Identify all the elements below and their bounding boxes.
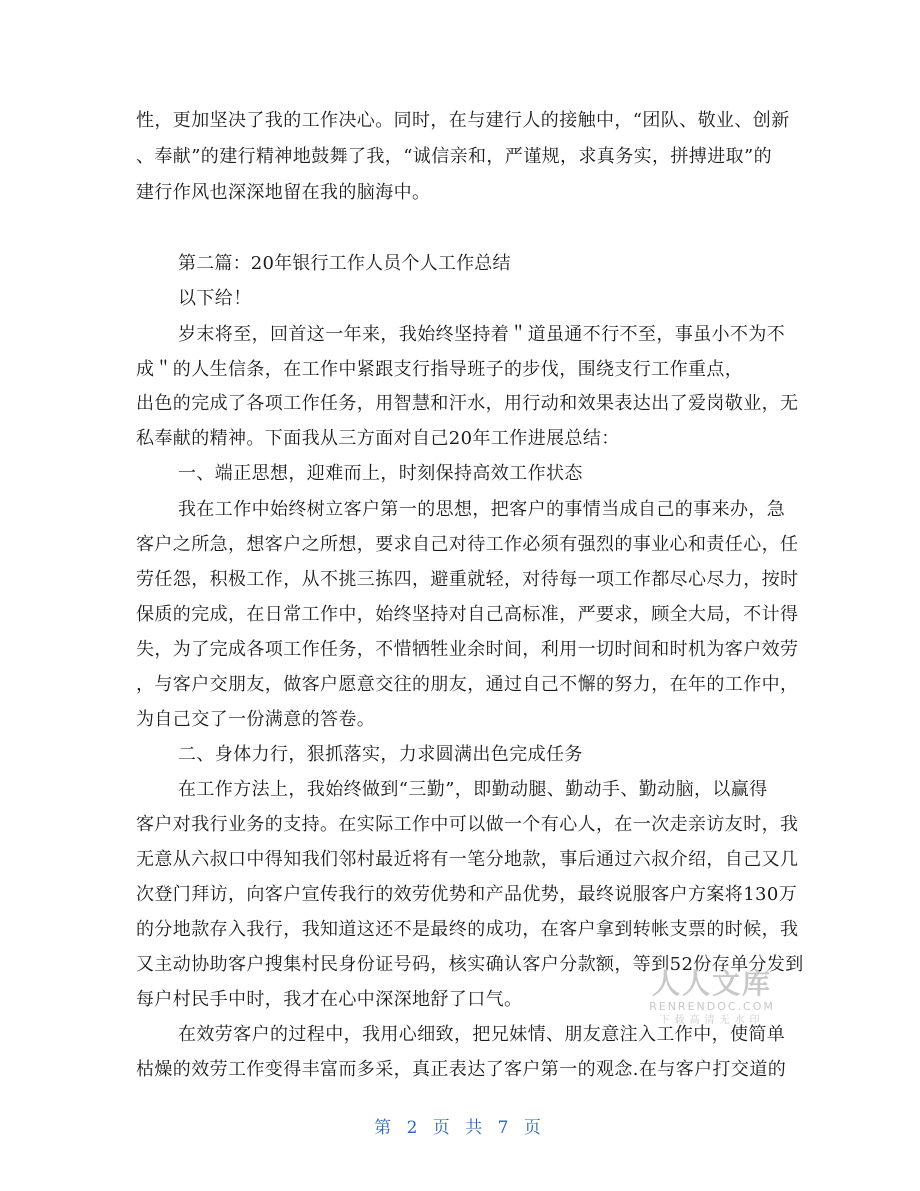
paragraph-line: 无意从六叔口中得知我们邻村最近将有一笔分地款，事后通过六叔介绍，自己又几 [136,849,799,870]
paragraph-line: 岁末将至，回首这一年来，我始终坚持着＂道虽通不行不至，事虽小不为不 [178,324,786,345]
paragraph-line: ，与客户交朋友，做客户愿意交往的朋友，通过自己不懈的努力，在年的工作中， [136,674,799,695]
paragraph-line: 失，为了完成各项工作任务，不惜牺牲业余时间，利用一切时间和时机为客户效劳 [136,639,799,660]
paragraph-line: 出色的完成了各项工作任务，用智慧和汗水，用行动和效果表达出了爱岗敬业，无 [136,393,799,414]
paragraph-line: 在工作方法上，我始终做到“三勤”，即勤动腿、勤动手、勤动脑，以赢得 [178,779,768,800]
paragraph-line: 成＂的人生信条，在工作中紧跟支行指导班子的步伐，围绕支行工作重点， [136,359,744,380]
paragraph-line: 次登门拜访，向客户宣传我行的效劳优势和产品优势，最终说服客户方案将130万 [136,884,798,905]
paragraph-line: 以下给！ [178,288,252,309]
paragraph-line: 又主动协助客户搜集村民身份证号码，核实确认客户分款额，等到52份存单分发到 [136,954,804,975]
watermark-main: 人人文库 [651,967,772,1000]
paragraph-line: 客户对我行业务的支持。在实际工作中可以做一个有心人，在一次走亲访友时，我 [136,814,799,835]
paragraph-line: 我在工作中始终树立客户第一的思想，把客户的事情当成自己的事来办，急 [178,499,786,520]
paragraph-line: 为自己交了一份满意的答卷。 [136,709,376,730]
paragraph-line: 保质的完成，在日常工作中，始终坚持对自己高标准，严要求，顾全大局，不计得 [136,604,799,625]
page-footer: 第 2 页 共 7 页 [374,1118,546,1138]
watermark-logo [648,968,776,1038]
paragraph-line: 的分地款存入我行，我知道这还不是最终的成功，在客户拿到转帐支票的时候，我 [136,919,799,940]
watermark-url: RENRENDOC.COM [649,1000,775,1013]
paragraph-line: 枯燥的效劳工作变得丰富而多采，真正表达了客户第一的观念.在与客户打交道的 [136,1059,787,1080]
paragraph-line: 在效劳客户的过程中，我用心细致，把兄妹情、朋友意注入工作中，使简单 [178,1024,786,1045]
section-heading: 第二篇：20年银行工作人员个人工作总结 [178,253,511,274]
paragraph-line: 、奉献”的建行精神地鼓舞了我，“诚信亲和，严谨规，求真务实，拼搏进取”的 [136,146,773,167]
subheading: 二、身体力行，狠抓落实，力求圆满出色完成任务 [178,744,583,765]
watermark-sub: 下载高清无水印 [659,1015,765,1026]
paragraph-line: 建行作风也深深地留在我的脑海中。 [136,182,431,203]
paragraph-line: 性，更加坚决了我的工作决心。同时，在与建行人的接触中，“团队、敬业、创新 [136,110,790,131]
paragraph-line: 客户之所急，想客户之所想，要求自己对待工作必须有强烈的事业心和责任心，任 [136,534,799,555]
paragraph-line: 每户村民手中时，我才在心中深深地舒了口气。 [136,989,523,1010]
subheading: 一、端正思想，迎难而上，时刻保持高效工作状态 [178,463,583,484]
paragraph-line: 劳任怨，积极工作，从不挑三拣四，避重就轻，对待每一项工作都尽心尽力，按时 [136,569,799,590]
paragraph-line: 私奉献的精神。下面我从三方面对自己20年工作进展总结： [136,428,620,449]
